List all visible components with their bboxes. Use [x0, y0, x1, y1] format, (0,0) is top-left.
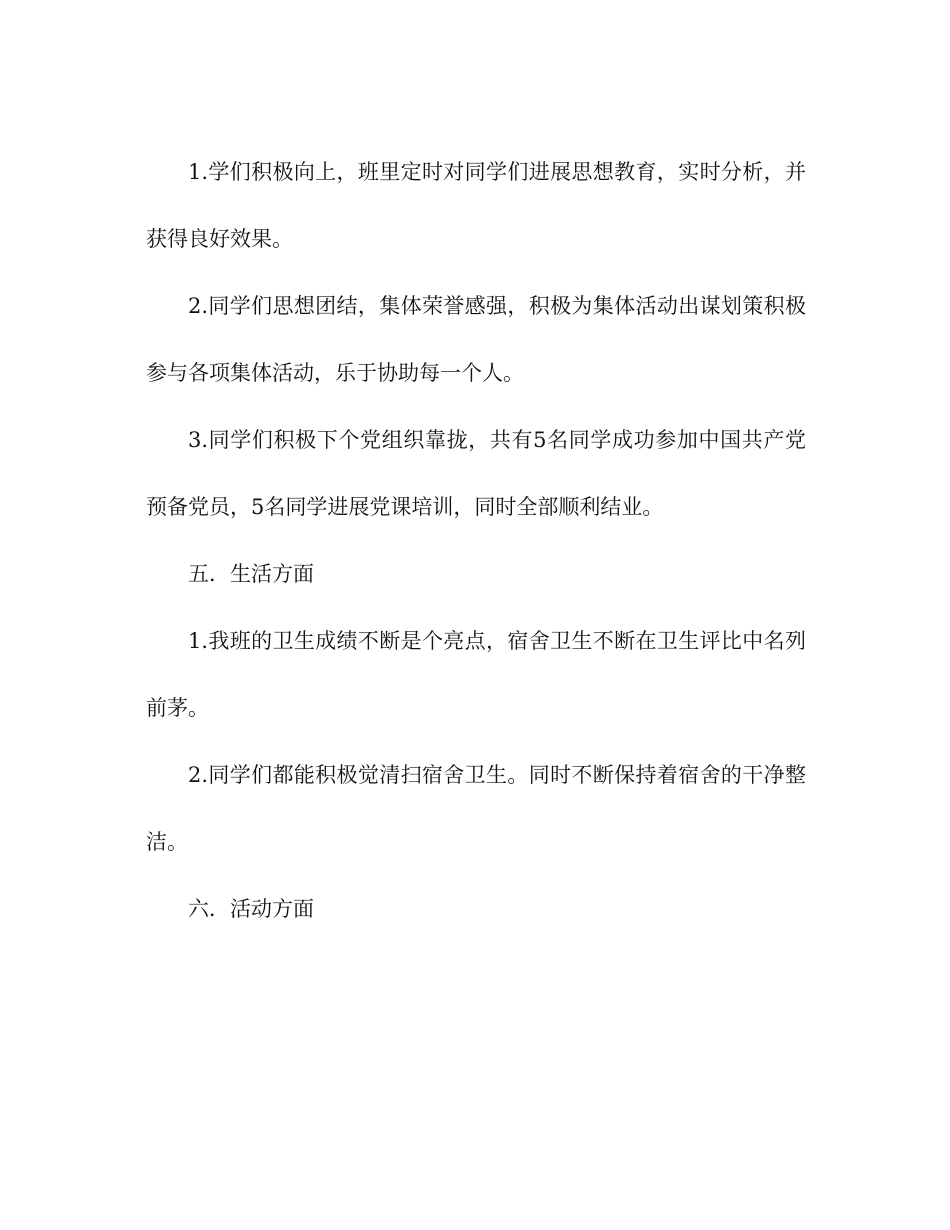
paragraph-study-attitude: 1.学们积极向上，班里定时对同学们进展思想教育，实时分析，并获得良好效果。 — [146, 160, 806, 251]
paragraph-dorm-cleaning: 2.同学们都能积极觉清扫宿舍卫生。同时不断保持着宿舍的干净整洁。 — [146, 763, 806, 854]
section-heading-life: 五．生活方面 — [188, 562, 314, 586]
document-body — [146, 139, 806, 943]
paragraph-party: 3.同学们积极下个党组织靠拢，共有5名同学成功参加中国共产党预备党员，5名同学进展党课培训，同时全部顺利结业。 — [146, 428, 806, 519]
section-heading-activities: 六．活动方面 — [188, 897, 314, 921]
paragraph-hygiene-score: 1.我班的卫生成绩不断是个亮点，宿舍卫生不断在卫生评比中名列前茅。 — [146, 629, 806, 720]
paragraph-unity: 2.同学们思想团结，集体荣誉感强，积极为集体活动出谋划策积极参与各项集体活动，乐于协助每一个人。 — [146, 294, 806, 385]
